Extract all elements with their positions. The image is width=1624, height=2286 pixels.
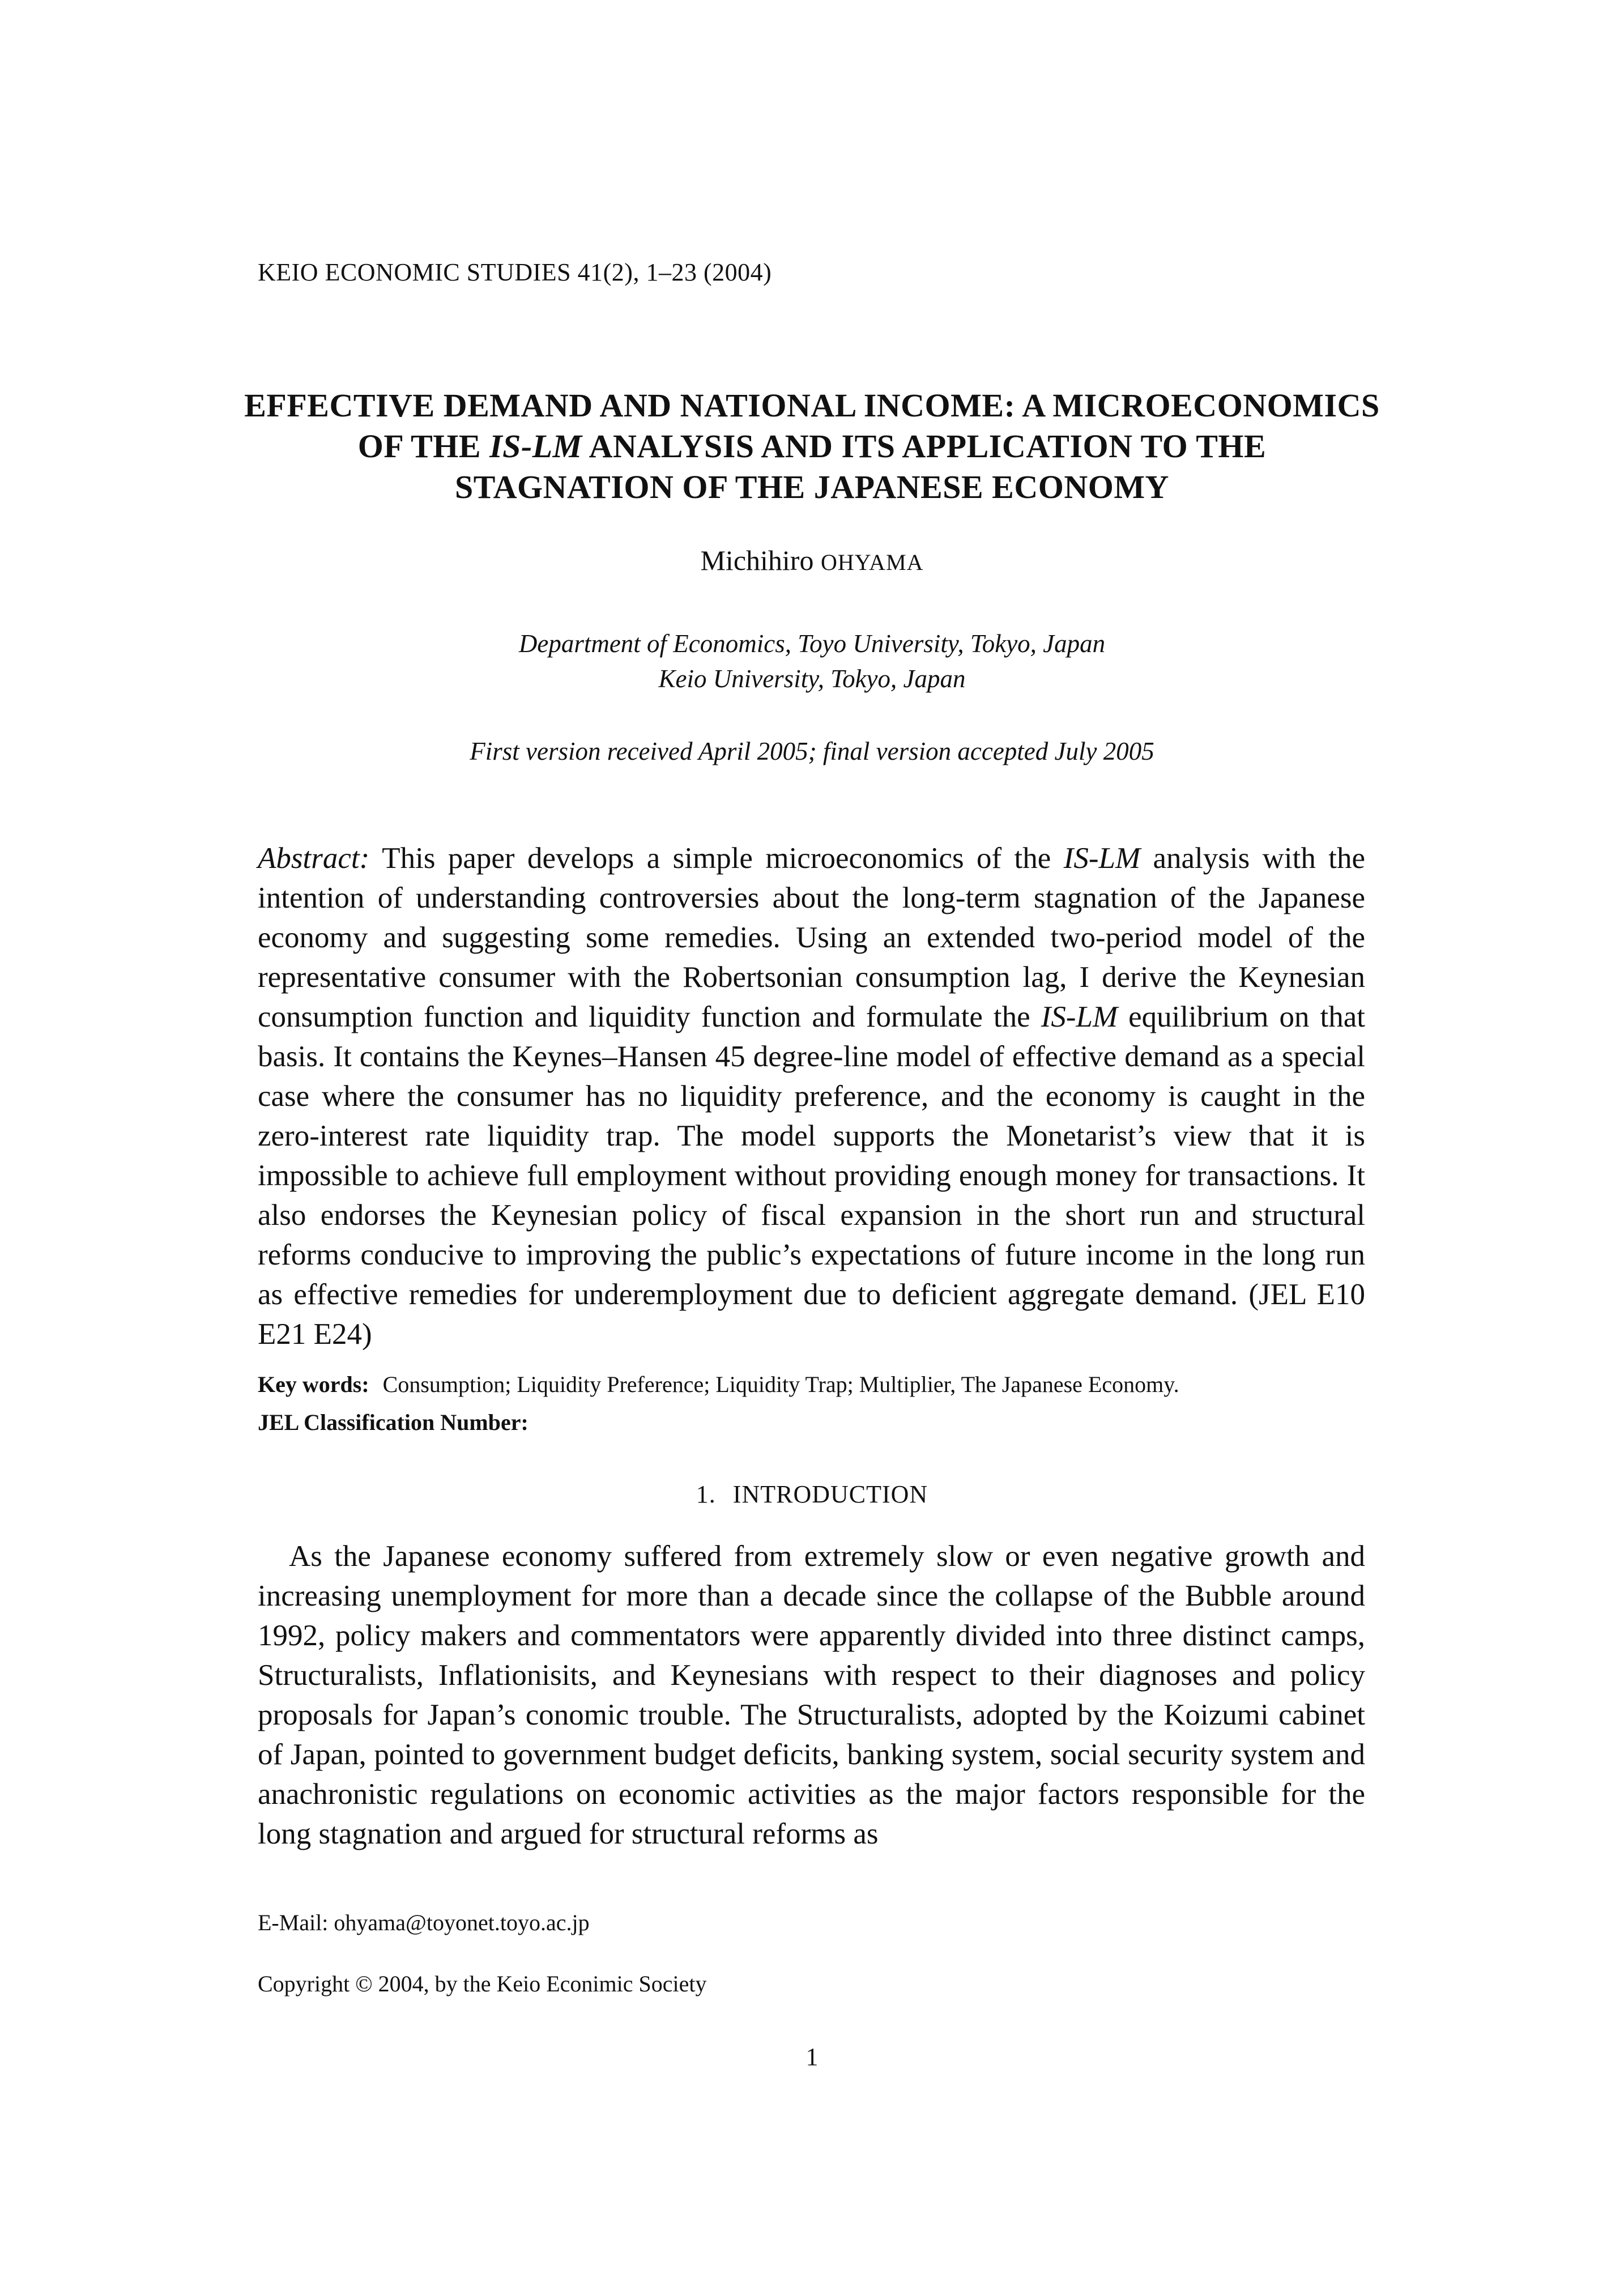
author-given-name: Michihiro: [700, 544, 821, 576]
affiliation-1: Department of Economics, Toyo University, Tokyo, Japan: [518, 629, 1106, 658]
introduction-body: [258, 1536, 1365, 1854]
footnote-copyright: Copyright © 2004, by the Keio Econimic Society: [258, 1971, 707, 1996]
author-family-name: OHYAMA: [820, 550, 924, 575]
page-number: 1: [805, 2043, 819, 2071]
abstract-text-2: analysis with the intention of understanding controversies about the long-term stagnation of the Japanese economy and suggesting some remedies. Using an extended two-period model of the representative consumer with the Robertsonian consumption lag, I derive the Keynesian consumption function and liquidity function and formulate the: [258, 842, 1365, 1033]
abstract-islm-2: IS-LM: [1041, 1001, 1118, 1033]
title-line-2-pre: OF THE: [357, 428, 490, 465]
jel-classification: [258, 1409, 542, 1436]
keywords-value: Consumption; Liquidity Preference; Liquidity Trap; Multiplier, The Japanese Economy.: [382, 1372, 1179, 1397]
title-islm: IS-LM: [489, 428, 582, 465]
abstract-islm-1: IS-LM: [1063, 842, 1141, 875]
section-title: INTRODUCTION: [732, 1480, 928, 1508]
paper-title: [170, 385, 1454, 508]
title-line-2: [170, 426, 1454, 467]
title-line-2-post: ANALYSIS AND ITS APPLICATION TO THE: [582, 428, 1267, 465]
title-line-3: STAGNATION OF THE JAPANESE ECONOMY: [455, 469, 1169, 505]
affiliation-2: Keio University, Tokyo, Japan: [658, 665, 966, 693]
title-line-1: EFFECTIVE DEMAND AND NATIONAL INCOME: A MICROECONOMICS: [244, 387, 1380, 424]
affiliations: [0, 626, 1624, 696]
footnote-email: E-Mail: ohyama@toyonet.toyo.ac.jp: [258, 1910, 590, 1935]
intro-paragraph: As the Japanese economy suffered from extremely slow or even negative growth and increasing unemployment for more than a decade since the collapse of the Bubble around 1992, policy makers and commentators were apparently divided into three distinct camps, Structuralists, Inflationisits, and Keynesians with respect to their diagnoses and policy proposals for Japan’s conomic trouble. The Structuralists, adopted by the Koizumi cabinet of Japan, pointed to government budget deficits, banking system, social security system and anachronistic regulations on economic activities as the major factors responsible for the long stagnation and argued for structural reforms as: [258, 1540, 1365, 1850]
author-name: [0, 544, 1624, 577]
received-dates: First version received April 2005; final version accepted July 2005: [470, 737, 1154, 765]
section-number: 1.: [696, 1480, 716, 1508]
keywords: [258, 1371, 1179, 1398]
section-heading: [0, 1480, 1624, 1509]
keywords-label: Key words:: [258, 1372, 369, 1397]
journal-citation: KEIO ECONOMIC STUDIES 41(2), 1–23 (2004): [258, 258, 772, 286]
jel-label: JEL Classification Number:: [258, 1410, 528, 1435]
abstract: [258, 838, 1365, 1354]
abstract-text-1: This paper develops a simple microeconomics of the: [382, 842, 1064, 875]
abstract-label: Abstract:: [258, 842, 370, 875]
abstract-text-3: equilibrium on that basis. It contains the Keynes–Hansen 45 degree-line model of effective demand as a special case where the consumer has no liquidity preference, and the economy is caught in the zero-interest rate liquidity trap. The model supports the Monetarist’s view that it is impossible to achieve full employment without providing enough money for transactions. It also endorses the Keynesian policy of fiscal expansion in the short run and structural reforms conducive to improving the public’s expectations of future income in the long run as effective remedies for underemployment due to deficient aggregate demand. (JEL E10 E21 E24): [258, 1001, 1365, 1351]
